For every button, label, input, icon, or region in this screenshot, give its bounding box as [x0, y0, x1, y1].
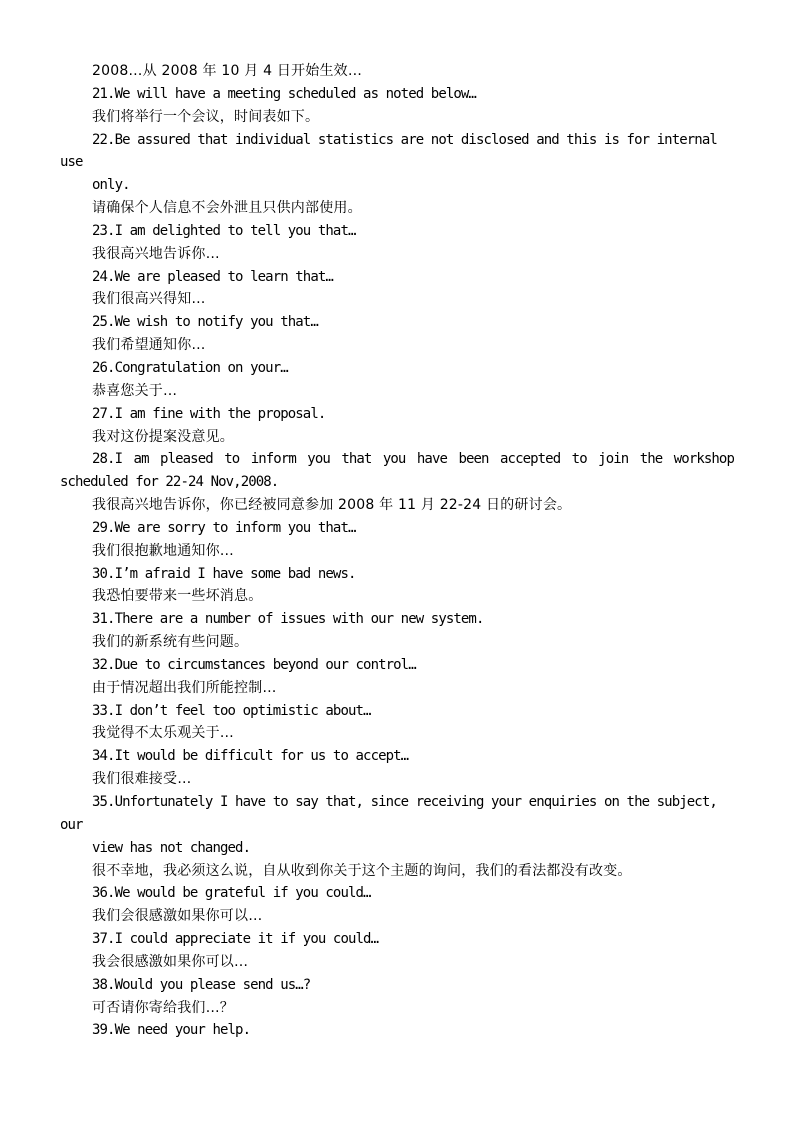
phrase-line: 26.Congratulation on your… [92, 359, 288, 376]
phrase-line: 33.I don’t feel too optimistic about… [92, 702, 371, 719]
translation-line: 很不幸地，我必须这么说，自从收到你关于这个主题的询问，我们的看法都没有改变。 [92, 862, 632, 879]
translation-line: 可否请你寄给我们…？ [92, 999, 234, 1016]
phrase-line: 28.I am pleased to inform you that you have been accepted to join the workshop [92, 451, 734, 468]
translation-line: 我对这份提案没意见。 [92, 428, 234, 445]
phrase-line: our [60, 816, 83, 833]
phrase-line: use [60, 154, 83, 171]
phrase-line: 30.I’m afraid I have some bad news. [92, 565, 356, 582]
translation-line: 2008…从 2008 年 10 月 4 日开始生效… [92, 63, 363, 79]
translation-line: 我恐怕要带来一些坏消息。 [92, 588, 263, 605]
translation-line: 我们很难接受… [92, 771, 192, 788]
phrase-line: 35.Unfortunately I have to say that, since receiving your enquiries on the subject, [92, 794, 717, 810]
translation-line: 恭喜您关于… [92, 382, 178, 399]
phrase-line: 29.We are sorry to inform you that… [92, 519, 356, 536]
phrase-line: 38.Would you please send us…? [92, 976, 311, 993]
translation-line: 我们的新系统有些问题。 [92, 634, 249, 651]
phrase-line: 21.We will have a meeting scheduled as noted below… [92, 85, 476, 102]
phrase-line: 32.Due to circumstances beyond our control… [92, 656, 416, 673]
phrase-line: 31.There are a number of issues with our new system. [92, 611, 484, 628]
document-page [0, 60, 794, 1042]
phrase-line: scheduled for 22-24 Nov,2008. [60, 474, 279, 491]
phrase-line: 34.It would be difficult for us to accept… [92, 748, 409, 765]
translation-line: 我们希望通知你… [92, 337, 206, 354]
phrase-line: 37.I could appreciate it if you could… [92, 931, 379, 948]
phrase-line: only. [92, 177, 130, 194]
translation-line: 我们很抱歉地通知你… [92, 542, 234, 559]
translation-line: 我们会很感激如果你可以… [92, 908, 263, 925]
translation-line: 由于情况超出我们所能控制… [92, 679, 277, 696]
phrase-line: 24.We are pleased to learn that… [92, 268, 333, 285]
translation-line: 请确保个人信息不会外泄且只供内部使用。 [92, 200, 362, 217]
phrase-line: 22.Be assured that individual statistics are not disclosed and this is for internal [92, 131, 717, 148]
phrase-line: 25.We wish to notify you that… [92, 314, 318, 331]
translation-line: 我们将举行一个会议，时间表如下。 [92, 108, 320, 125]
phrase-line: 36.We would be grateful if you could… [92, 885, 371, 902]
phrase-line: 39.We need your help. [92, 1022, 251, 1039]
translation-line: 我很高兴地告诉你… [92, 245, 220, 262]
translation-line: 我觉得不太乐观关于… [92, 725, 234, 742]
translation-line: 我会很感激如果你可以… [92, 953, 249, 970]
phrase-line: 27.I am fine with the proposal. [92, 405, 326, 422]
translation-line: 我们很高兴得知… [92, 291, 206, 308]
translation-line: 我很高兴地告诉你，你已经被同意参加 2008 年 11 月 22-24 日的研讨会。 [92, 497, 572, 514]
phrase-line: view has not changed. [92, 839, 251, 856]
phrase-line: 23.I am delighted to tell you that… [92, 222, 356, 239]
